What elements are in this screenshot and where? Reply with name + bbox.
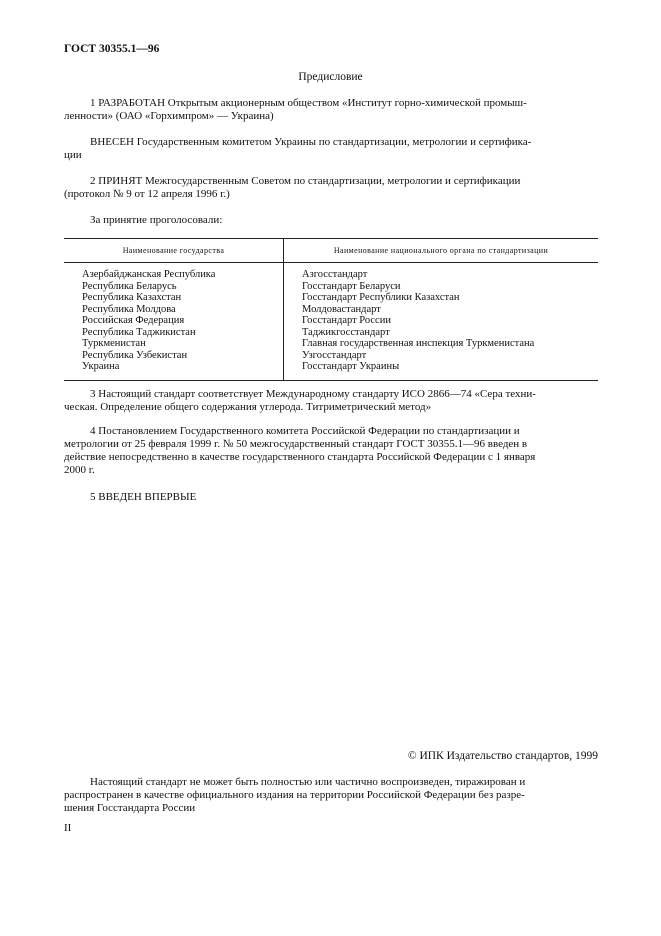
state-name: Республика Молдова: [82, 303, 176, 315]
state-name: Туркменистан: [82, 338, 146, 349]
paragraph-introduced: [64, 136, 598, 162]
standards-body-name: Азгосстандарт: [302, 269, 368, 280]
state-name: Республика Беларусь: [82, 280, 177, 292]
state-name: Азербайджанская Республика: [82, 269, 216, 280]
paragraph-line: 5 ВВЕДЕН ВПЕРВЫЕ: [90, 491, 197, 503]
paragraph-line: ленности» (ОАО «Горхимпром» — Украина): [64, 110, 274, 122]
paragraph-line: (протокол № 9 от 12 апреля 1996 г.): [64, 188, 230, 200]
state-name: Украина: [82, 361, 120, 372]
paragraph-line: ВНЕСЕН Государственным комитетом Украины по стандартизации, метрологии и сертифика-: [90, 136, 532, 148]
table-row: [64, 263, 598, 381]
standards-body-name: Госстандарт Беларуси: [302, 280, 401, 292]
paragraph-developed: [64, 97, 598, 123]
table-header-row: [64, 239, 598, 263]
standards-body-name: Главная государственная инспекция Туркменистана: [302, 338, 535, 349]
states-column: [64, 263, 284, 381]
paragraph-conformity: [64, 388, 598, 414]
paragraph-enactment: [64, 425, 598, 477]
paragraph-line: действие непосредственно в качестве государственного стандарта Российской Федерации с 1 января: [64, 451, 536, 463]
paragraph-line: ции: [64, 149, 82, 161]
column-header-state: Наименование государства: [64, 239, 284, 263]
standards-body-name: Госстандарт Республики Казахстан: [302, 292, 460, 303]
standards-body-name: Таджикгосстандарт: [302, 326, 390, 338]
notice-line: распространен в качестве официального издания на территории Российской Федерации без разре-: [64, 789, 525, 801]
bodies-column: [284, 263, 599, 381]
column-header-body: Наименование национального органа по стандартизации: [284, 239, 599, 263]
section-title: Предисловие: [298, 71, 363, 83]
state-name: Республика Казахстан: [82, 292, 182, 303]
paragraph-adopted: [64, 175, 598, 201]
notice-line: шения Госстандарта России: [64, 802, 196, 814]
document-code: ГОСТ 30355.1—96: [64, 43, 160, 55]
standards-body-name: Госстандарт Украины: [302, 361, 400, 372]
standards-body-name: Узгосстандарт: [302, 349, 367, 361]
paragraph-line: метрологии от 25 февраля 1999 г. № 50 межгосударственный стандарт ГОСТ 30355.1—96 введен в: [64, 438, 528, 450]
paragraph-line: 2000 г.: [64, 464, 95, 476]
paragraph-line: ческая. Определение общего содержания углерода. Титриметрический метод»: [64, 401, 432, 413]
copyright-notice: © ИПК Издательство стандартов, 1999: [407, 750, 598, 762]
state-name: Республика Узбекистан: [82, 349, 188, 361]
state-name: Республика Таджикистан: [82, 326, 196, 338]
standards-body-name: Госстандарт России: [302, 315, 391, 326]
paragraph-line: 4 Постановлением Государственного комитета Российской Федерации по стандартизации и: [90, 425, 520, 437]
paragraph-voted: [64, 214, 598, 227]
voting-states-table: [64, 238, 598, 381]
state-name: Российская Федерация: [82, 315, 185, 326]
page-number: II: [64, 822, 72, 834]
paragraph-first-introduced: [64, 491, 598, 504]
paragraph-line: 2 ПРИНЯТ Межгосударственным Советом по стандартизации, метрологии и сертификации: [90, 175, 521, 187]
paragraph-line: За принятие проголосовали:: [90, 214, 223, 226]
paragraph-line: 3 Настоящий стандарт соответствует Международному стандарту ИСО 2866—74 «Сера техни-: [90, 388, 536, 400]
reproduction-notice: [64, 776, 598, 815]
paragraph-line: 1 РАЗРАБОТАН Открытым акционерным обществом «Институт горно-химической промыш-: [90, 97, 527, 109]
notice-line: Настоящий стандарт не может быть полностью или частично воспроизведен, тиражирован и: [90, 776, 526, 788]
standards-body-name: Молдовастандарт: [302, 303, 381, 315]
